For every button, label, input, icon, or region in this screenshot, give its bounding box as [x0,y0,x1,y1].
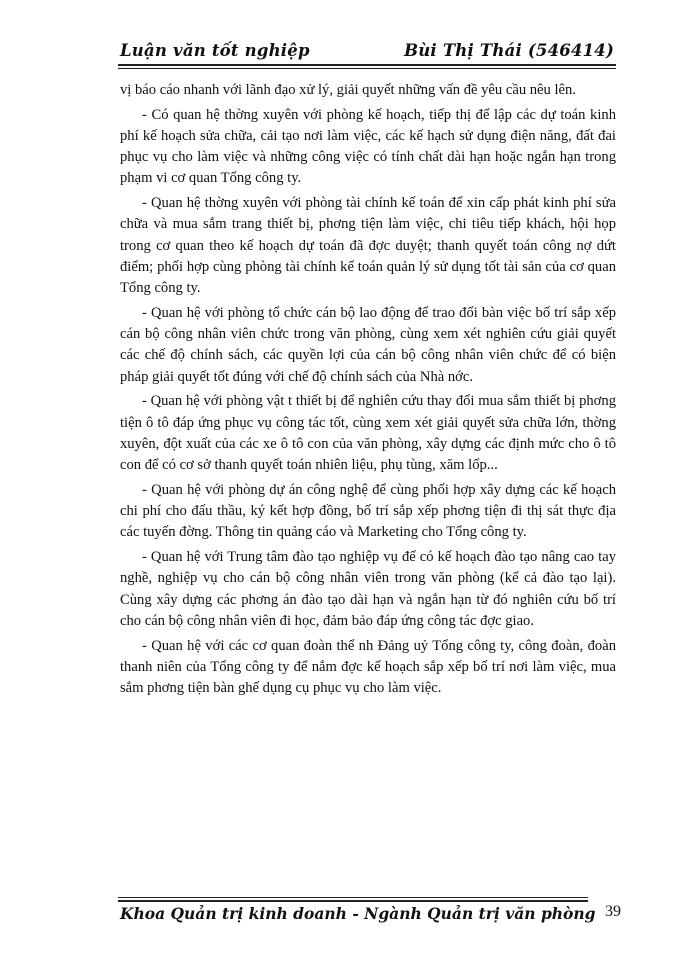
footer-rule-thin [118,897,588,898]
page-body [120,80,616,703]
header-rule-thin [118,68,616,69]
paragraph: - Quan hệ với các cơ quan đoàn thể nh Đảng uỷ Tổng công ty, công đoàn, đoàn thanh niên của Tổng công ty để nắm đợc kế hoạch sắp xếp bố trí nơi làm việc, mua sắm phơng tiện bàn ghế dụng cụ phục vụ cho làm việc. [120,637,616,697]
header-author: Bùi Thị Thái (546414) [404,41,614,60]
page-number: 39 [605,903,621,920]
page-footer: Khoa Quản trị kinh doanh - Ngành Quản trị văn phòng [120,904,596,923]
paragraph: - Quan hệ thờng xuyên với phòng tài chính kế toán để xin cấp phát kinh phí sửa chữa và mua sắm trang thiết bị, phơng tiện làm việc, chi tiêu tiếp khách, hội họp trong cơ quan theo kế hoạch dự toán đã đợc duyệt; thanh quyết toán công nợ dứt điểm; phối hợp cùng phòng tài chính kế toán quản lý sử dụng tốt tài sản của cơ quan Tổng công ty. [120,195,616,297]
paragraph-continuation: vị báo cáo nhanh với lãnh đạo xử lý, giải quyết những vấn đề yêu cầu nêu lên. [120,82,576,98]
paragraph: - Quan hệ với Trung tâm đào tạo nghiệp vụ để có kế hoạch đào tạo nâng cao tay nghề, nghiệp vụ cho cán bộ công nhân viên trong văn phòng (kể cả đào tạo lại). Cùng xây dựng các phơng án đào tạo dài hạn và ngắn hạn từ đó nghiên cứu bố trí cho cán bộ công nhân viên đi học, đảm bảo đáp ứng công tác đợc giao. [120,549,616,629]
footer-rule [118,900,588,902]
paragraph: - Quan hệ với phòng dự án công nghệ để cùng phối hợp xây dựng các kế hoạch chi phí cho đấu thầu, ký kết hợp đồng, bố trí sắp xếp phơng tiện đi thị sát thực địa các tuyến đờng. Thông tin quảng cáo và Marketing cho Tổng công ty. [120,481,616,541]
header-rule [118,64,616,66]
page-header [120,38,620,64]
paragraph: - Quan hệ với phòng vật t thiết bị để nghiên cứu thay đổi mua sắm thiết bị phơng tiện ô tô đáp ứng phục vụ công tác tốt, cùng xem xét giải quyết sửa chữa lớn, thờng xuyên, đột xuất của các xe ô tô con của văn phòng, xây dựng các định mức cho ô tô con để có cơ sở thanh quyết toán nhiên liệu, phụ tùng, xăm lốp... [120,393,616,474]
paragraph: - Quan hệ với phòng tổ chức cán bộ lao động để trao đổi bàn việc bố trí sắp xếp cán bộ công nhân viên chức trong văn phòng, cùng xem xét nghiên cứu giải quyết các chế độ chính sách, các quyền lợi của cán bộ công nhân viên chức để có biện pháp giải quyết tốt đúng với chế độ chính sách của Nhà nớc. [120,304,616,385]
paragraph: - Có quan hệ thờng xuyên với phòng kế hoạch, tiếp thị để lập các dự toán kinh phí kế hoạch sửa chữa, cải tạo nơi làm việc, các kế hạch sử dụng điện năng, đất đai phục vụ cho làm việc và những công việc có tính chất dài hạn hoặc ngắn hạn trong phạm vi cơ quan Tổng công ty. [120,106,616,187]
header-thesis-title: Luận văn tốt nghiệp [120,41,310,60]
